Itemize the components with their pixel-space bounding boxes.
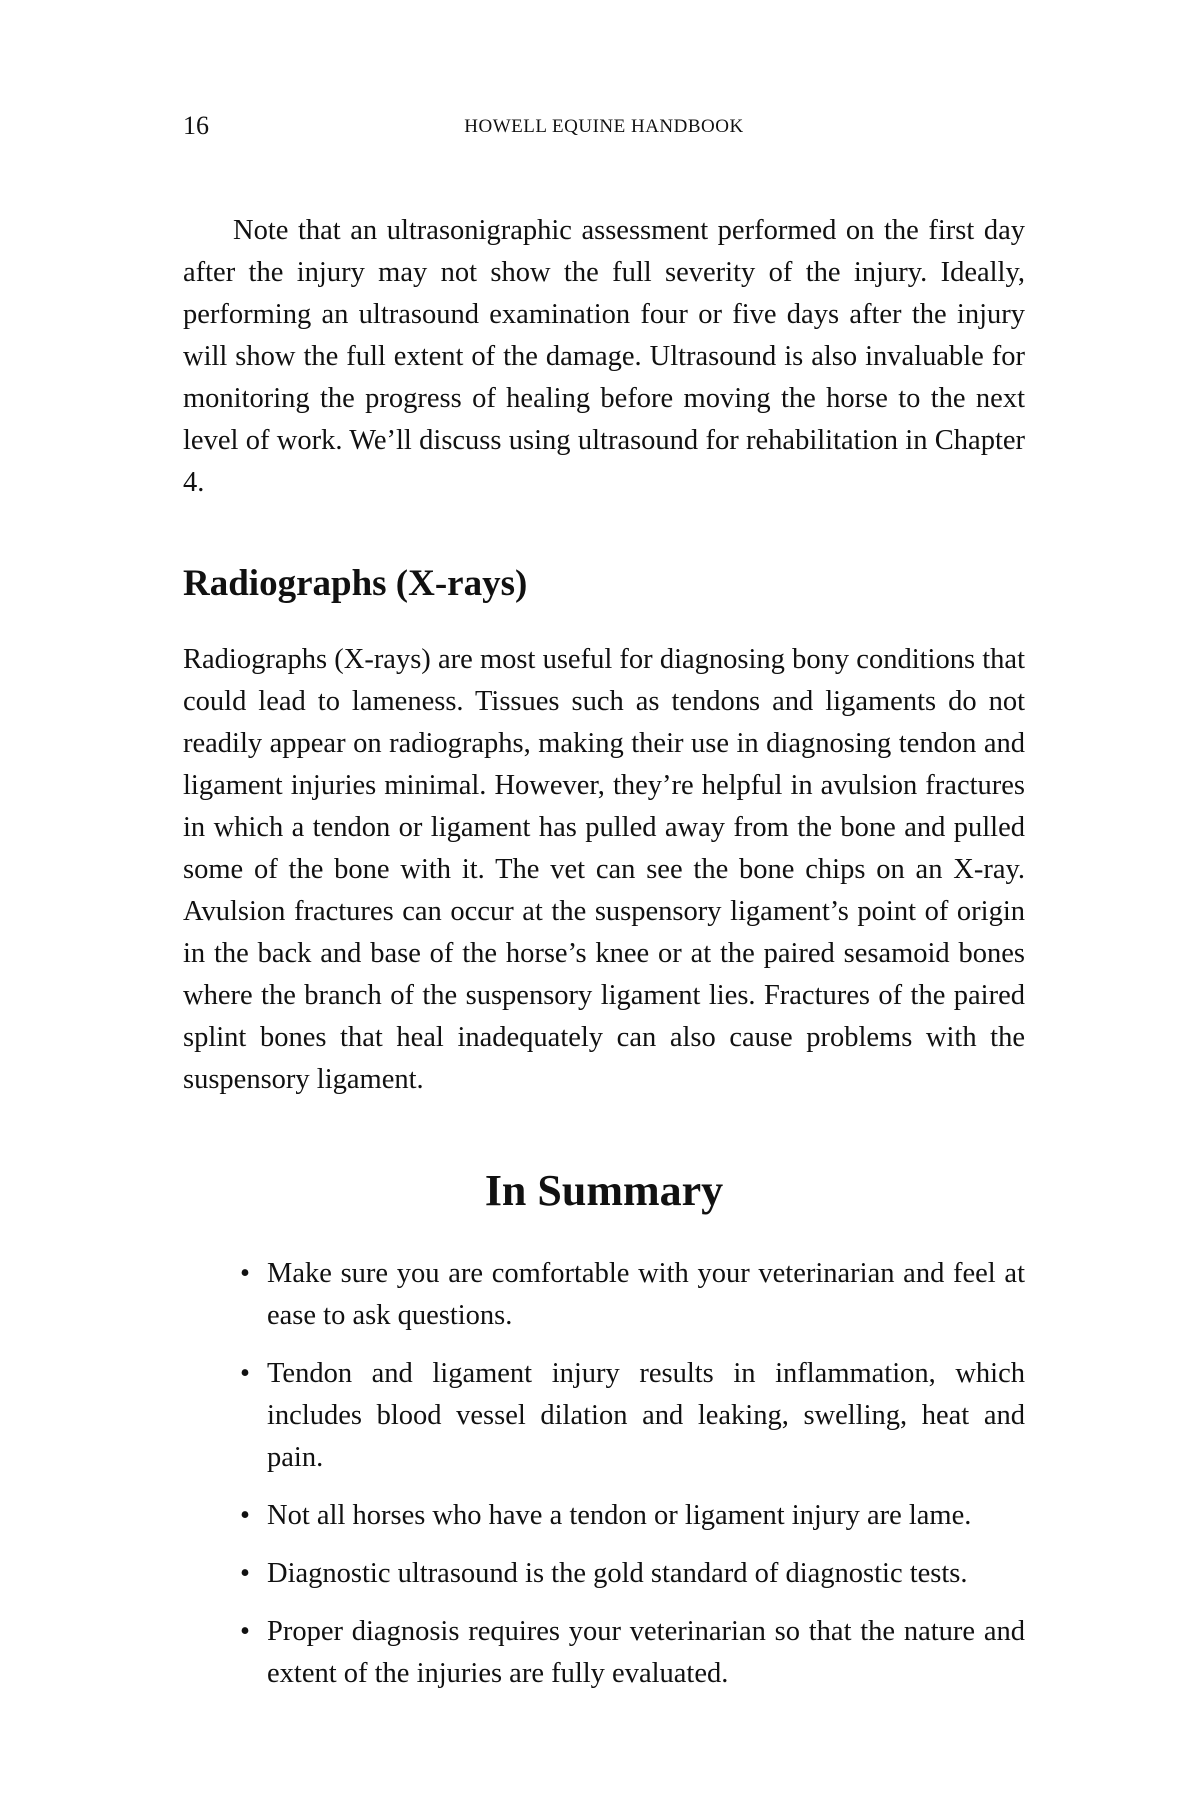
running-title: HOWELL EQUINE HANDBOOK [464, 116, 744, 137]
bullet-icon: • [240, 1500, 250, 1531]
bullet-icon: • [240, 1358, 250, 1389]
radiographs-paragraph: Radiographs (X-rays) are most useful for diagnosing bony conditions that could lead to lameness. Tissues such as tendons and ligaments do not readily appear on radiographs, making their use in diagnosing tendon and ligament injuries minimal. However, they’re helpful in avulsion fractures in which a tendon or ligament has pulled away from the bone and pulled some of the bone with it. The vet can see the bone chips on an X-ray. Avulsion fractures can occur at the suspensory ligament’s point of origin in the back and base of the horse’s knee or at the paired sesamoid bones where the branch of the suspensory ligament lies. Fractures of the paired splint bones that heal inadequately can also cause problems with the suspensory ligament. [183, 644, 1025, 1095]
page-content [183, 210, 1025, 1711]
bullet-icon: • [240, 1258, 250, 1289]
running-head [183, 110, 1025, 142]
summary-list-item [183, 1495, 1025, 1537]
summary-list-item [183, 1253, 1025, 1337]
summary-item-text: Proper diagnosis requires your veterinarian so that the nature and extent of the injuries are fully evaluated. [267, 1616, 1025, 1689]
summary-item-text: Not all horses who have a tendon or ligament injury are lame. [267, 1500, 972, 1531]
summary-heading: In Summary [484, 1166, 724, 1215]
summary-list-item [183, 1353, 1025, 1479]
summary-item-text: Make sure you are comfortable with your veterinarian and feel at ease to ask questions. [267, 1258, 1025, 1331]
radiographs-heading: Radiographs (X-rays) [183, 563, 528, 604]
summary-list [183, 1253, 1025, 1695]
bullet-icon: • [240, 1558, 250, 1589]
summary-item-text: Tendon and ligament injury results in inflammation, which includes blood vessel dilation and leaking, swelling, heat and pain. [267, 1358, 1025, 1473]
intro-paragraph: Note that an ultrasonigraphic assessment performed on the first day after the injury may not show the full severity of the injury. Ideally, performing an ultrasound examination four or five days after the injury will show the full extent of the damage. Ultrasound is also invaluable for monitoring the progress of healing before moving the horse to the next level of work. We’ll discuss using ultrasound for rehabilitation in Chapter 4. [183, 215, 1025, 498]
bullet-icon: • [240, 1616, 250, 1647]
summary-list-item [183, 1611, 1025, 1695]
page-number: 16 [183, 111, 209, 140]
summary-list-item [183, 1553, 1025, 1595]
summary-item-text: Diagnostic ultrasound is the gold standard of diagnostic tests. [267, 1558, 968, 1589]
